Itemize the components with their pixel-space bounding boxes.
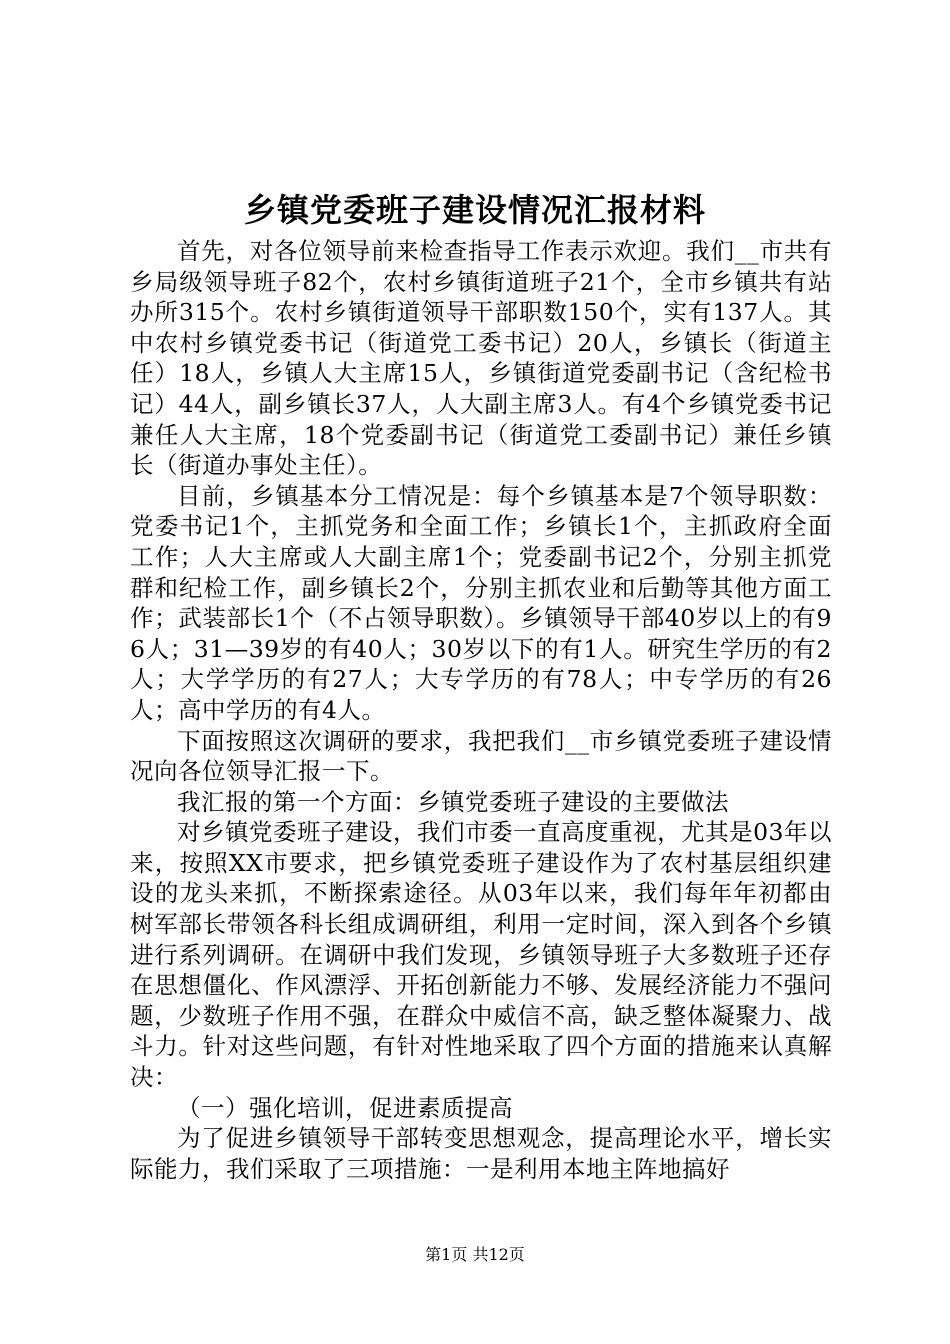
page-footer: 第1页 共12页 [425,1245,525,1264]
section-heading-1: 我汇报的第一个方面：乡镇党委班子建设的主要做法 [177,787,729,816]
document-body [130,236,832,1184]
paragraph-1: 首先，对各位领导前来检查指导工作表示欢迎。我们__市共有乡局级领导班子82个，农村乡镇街道班子21个，全市乡镇共有站办所315个。农村乡镇街道领导干部职数150个，实有137人。其中农村乡镇党委书记（街道党工委书记）20人，乡镇长（街道主任）18人，乡镇人大主席15人，乡镇街道党委副书记（含纪检书记）44人，副乡镇长37人，人大副主席3人。有4个乡镇党委书记兼任人大主席，18个党委副书记（街道党工委副书记）兼任乡镇长（街道办事处主任）。 [130,237,832,480]
paragraph-5: 为了促进乡镇领导干部转变思想观念，提高理论水平，增长实际能力，我们采取了三项措施：一是利用本地主阵地搞好 [130,1124,832,1183]
subsection-heading-1: （一）强化培训，促进素质提高 [177,1093,513,1122]
paragraph-4: 对乡镇党委班子建设，我们市委一直高度重视，尤其是03年以来，按照XX市要求，把乡镇党委班子建设作为了农村基层组织建设的龙头来抓，不断探索途径。从03年以来，我们每年年初都由树军部长带领各科长组成调研组，利用一定时间，深入到各个乡镇进行系列调研。在调研中我们发现，乡镇领导班子大多数班子还存在思想僵化、作风漂浮、开拓创新能力不够、发展经济能力不强问题，少数班子作用不强，在群众中威信不高，缺乏整体凝聚力、战斗力。针对这些问题，有针对性地采取了四个方面的措施来认真解决： [130,818,832,1092]
paragraph-2: 目前，乡镇基本分工情况是：每个乡镇基本是7个领导职数：党委书记1个，主抓党务和全面工作；乡镇长1个，主抓政府全面工作；人大主席或人大副主席1个；党委副书记2个，分别主抓党群和纪检工作，副乡镇长2个，分别主抓农业和后勤等其他方面工作；武装部长1个（不占领导职数）。乡镇领导干部40岁以上的有96人；31—39岁的有40人；30岁以下的有1人。研究生学历的有2人；大学学历的有27人；大专学历的有78人；中专学历的有26人；高中学历的有4人。 [130,481,832,724]
document-title: 乡镇党委班子建设情况汇报材料 [243,191,706,229]
paragraph-3: 下面按照这次调研的要求，我把我们__市乡镇党委班子建设情况向各位领导汇报一下。 [130,726,832,786]
